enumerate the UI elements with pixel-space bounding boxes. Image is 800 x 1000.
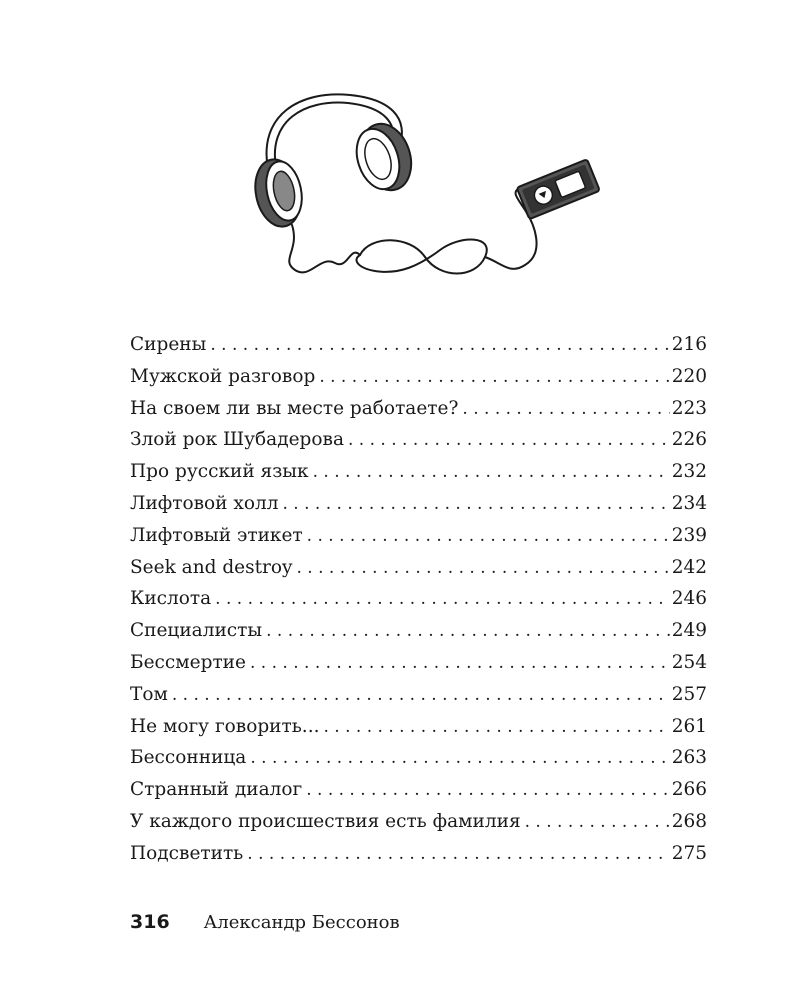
toc-entry-page: 263 [671,747,707,769]
dot-leader [525,807,670,838]
toc-entry-page: 220 [671,365,707,387]
toc-entry [130,806,707,838]
dot-leader [319,362,669,393]
dot-leader [348,425,670,456]
toc-entry [130,393,707,425]
dot-leader [306,775,669,806]
toc-entry-page: 268 [671,810,707,832]
dot-leader [215,584,670,615]
toc-entry-page: 226 [671,429,707,451]
toc-entry [130,615,707,647]
toc-entry [130,647,707,679]
toc-entry [130,742,707,774]
toc-entry-page: 246 [671,588,707,610]
toc-entry-title: Сирены [130,334,207,355]
toc-entry-page: 254 [671,651,707,673]
toc-entry-title: На своем ли вы месте работаете? [130,397,459,419]
toc-entry-title: Специалисты [130,620,263,642]
dot-leader [250,743,669,774]
toc-entry-page: 257 [671,683,707,705]
music-player-icon [517,159,600,219]
toc-entry [130,488,707,520]
headphones-icon [240,85,610,295]
left-earcup [249,155,306,231]
toc-entry [130,552,707,584]
toc-entry-page: 249 [671,620,707,642]
toc-entry-page: 275 [671,842,707,864]
toc-entry-page: 234 [671,492,707,514]
running-head-author: Александр Бессонов [203,912,400,933]
page-footer [130,911,400,933]
toc-entry-title: Seek and destroy [130,556,293,578]
toc-entry-page: 223 [671,397,707,419]
dot-leader [462,394,669,425]
toc-entry-title: Мужской разговор [130,365,316,387]
right-earcup [349,117,419,197]
toc-entry [130,838,707,870]
toc-entry-page: 266 [671,779,707,801]
dot-leader [282,489,669,520]
dot-leader [323,712,669,743]
dot-leader [296,553,669,584]
table-of-contents [130,329,707,870]
toc-entry-page: 216 [671,334,707,355]
toc-entry [130,679,707,711]
dot-leader [307,521,670,552]
dot-leader [210,330,669,361]
toc-entry-title: Не могу говорить... [130,715,320,737]
toc-entry [130,456,707,488]
toc-entry-title: Бессмертие [130,651,246,673]
toc-entry-title: Лифтовый этикет [130,524,303,546]
dot-leader [266,616,670,647]
toc-entry-page: 232 [671,461,707,483]
toc-entry-title: Злой рок Шубадерова [130,429,344,451]
toc-entry-title: Том [130,683,168,705]
headphones-illustration [240,85,610,295]
toc-entry-title: Кислота [130,588,212,610]
toc-entry [130,329,707,361]
toc-entry-page: 242 [671,556,707,578]
toc-entry-title: Бессонница [130,747,247,769]
toc-entry [130,774,707,806]
page-number: 316 [130,911,170,933]
toc-entry-title: Про русский язык [130,461,309,483]
toc-entry-page: 261 [671,715,707,737]
toc-entry-title: У каждого происшествия есть фамилия [130,810,521,832]
toc-entry [130,583,707,615]
dot-leader [172,680,670,711]
toc-entry-title: Лифтовой холл [130,492,279,514]
dot-leader [313,457,670,488]
toc-entry-title: Странный диалог [130,779,303,801]
toc-entry-page: 239 [671,524,707,546]
dot-leader [250,648,670,679]
toc-entry [130,424,707,456]
dot-leader [247,839,669,870]
toc-entry [130,711,707,743]
toc-entry [130,361,707,393]
toc-entry [130,520,707,552]
toc-entry-title: Подсветить [130,842,244,864]
